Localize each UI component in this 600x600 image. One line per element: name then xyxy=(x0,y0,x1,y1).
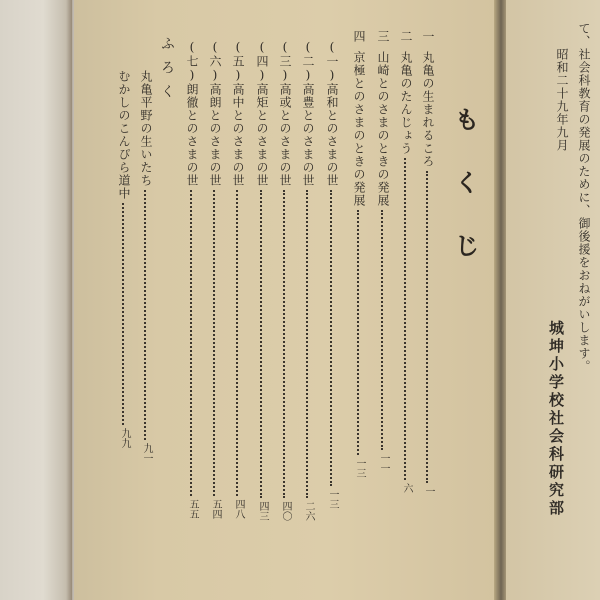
dot-leader xyxy=(236,190,240,496)
dot-leader xyxy=(122,203,126,425)
toc-entry-label: (一)高和とのさまの世 xyxy=(325,40,339,187)
appendix-title: ふろく xyxy=(159,36,175,108)
toc-entry-label: 丸亀のたんじょう xyxy=(399,51,413,155)
appendix-entry-label: むかしのこんぴら道中 xyxy=(117,70,131,200)
toc-entry-label: (六)高朗とのさまの世 xyxy=(208,40,222,187)
appendix-entry-page: 九九 xyxy=(119,428,130,448)
dot-leader xyxy=(306,190,310,498)
toc-entry-number: 二 xyxy=(399,30,413,43)
appendix-entry-label: 丸亀平野の生いたち xyxy=(139,70,153,187)
dot-leader xyxy=(357,210,361,455)
toc-entry-page: 一三 xyxy=(354,458,365,478)
toc-entry-label: (三)高或とのさまの世 xyxy=(278,40,292,187)
toc-entry xyxy=(373,30,393,578)
right-page-date xyxy=(556,48,574,156)
toc-entry xyxy=(418,30,438,578)
toc-entry-page: 五四 xyxy=(210,499,221,519)
toc-entry-page: 五五 xyxy=(187,499,198,519)
toc-entry xyxy=(275,40,295,578)
appendix-entry xyxy=(114,70,134,570)
toc-entry-page: 四〇 xyxy=(280,501,291,521)
toc-entry xyxy=(349,30,369,578)
toc-entry xyxy=(322,40,342,578)
toc-entry-number: 四 xyxy=(352,30,366,43)
dot-leader xyxy=(426,171,430,483)
publication-date: 昭和二十九年九月 xyxy=(555,48,569,152)
toc-entry xyxy=(298,40,318,578)
toc-title-char: く xyxy=(455,168,479,197)
toc-title xyxy=(452,100,482,289)
toc-entry-page: 一三 xyxy=(327,489,338,509)
dot-leader xyxy=(283,190,287,498)
toc-entry-label: (四)高矩とのさまの世 xyxy=(255,40,269,187)
toc-title-char: も xyxy=(455,105,479,134)
toc-entry-label: (五)高中とのさまの世 xyxy=(231,40,245,187)
toc-entry-label: 丸亀の生まれるころ xyxy=(421,51,435,168)
right-page-line: て、社会科教育の発展のために、御後援をおねがいします。 xyxy=(577,22,591,373)
dot-leader xyxy=(381,210,385,450)
dot-leader xyxy=(330,190,334,486)
toc-title-char: じ xyxy=(455,231,479,260)
toc-entry-page: 六 xyxy=(401,483,412,493)
toc-entry-page: 四八 xyxy=(233,499,244,519)
toc-entry-label: (二)高豊とのさまの世 xyxy=(301,40,315,187)
appendix-entry-page: 九一 xyxy=(141,443,152,463)
right-page-text xyxy=(578,22,596,377)
toc-entry-page: 一 xyxy=(423,486,434,496)
toc-entry-page: 四三 xyxy=(257,501,268,521)
right-page-author xyxy=(548,320,566,522)
toc-entry-label: 京極とのさまのときの発展 xyxy=(352,51,366,207)
dot-leader xyxy=(144,190,148,440)
toc-entry xyxy=(252,40,272,578)
toc-entry-page: 二六 xyxy=(303,501,314,521)
toc-entry xyxy=(396,30,416,578)
toc-entry-page: 一一 xyxy=(378,453,389,473)
toc-entry xyxy=(182,40,202,578)
page-edge xyxy=(0,0,72,600)
toc-entry xyxy=(205,40,225,578)
toc-entry-label: 山崎とのさまのときの発展 xyxy=(376,51,390,207)
appendix-entry xyxy=(136,70,156,570)
dot-leader xyxy=(190,190,194,496)
dot-leader xyxy=(260,190,264,498)
dot-leader xyxy=(404,158,408,480)
toc-entry-number: 三 xyxy=(376,30,390,43)
toc-entry-number: 一 xyxy=(421,30,435,43)
toc-entry-label: (七)朗徹とのさまの世 xyxy=(185,40,199,187)
toc-entry xyxy=(228,40,248,578)
appendix-heading xyxy=(157,36,177,108)
author-name: 城坤小学校社会科研究部 xyxy=(547,320,565,518)
dot-leader xyxy=(213,190,217,496)
